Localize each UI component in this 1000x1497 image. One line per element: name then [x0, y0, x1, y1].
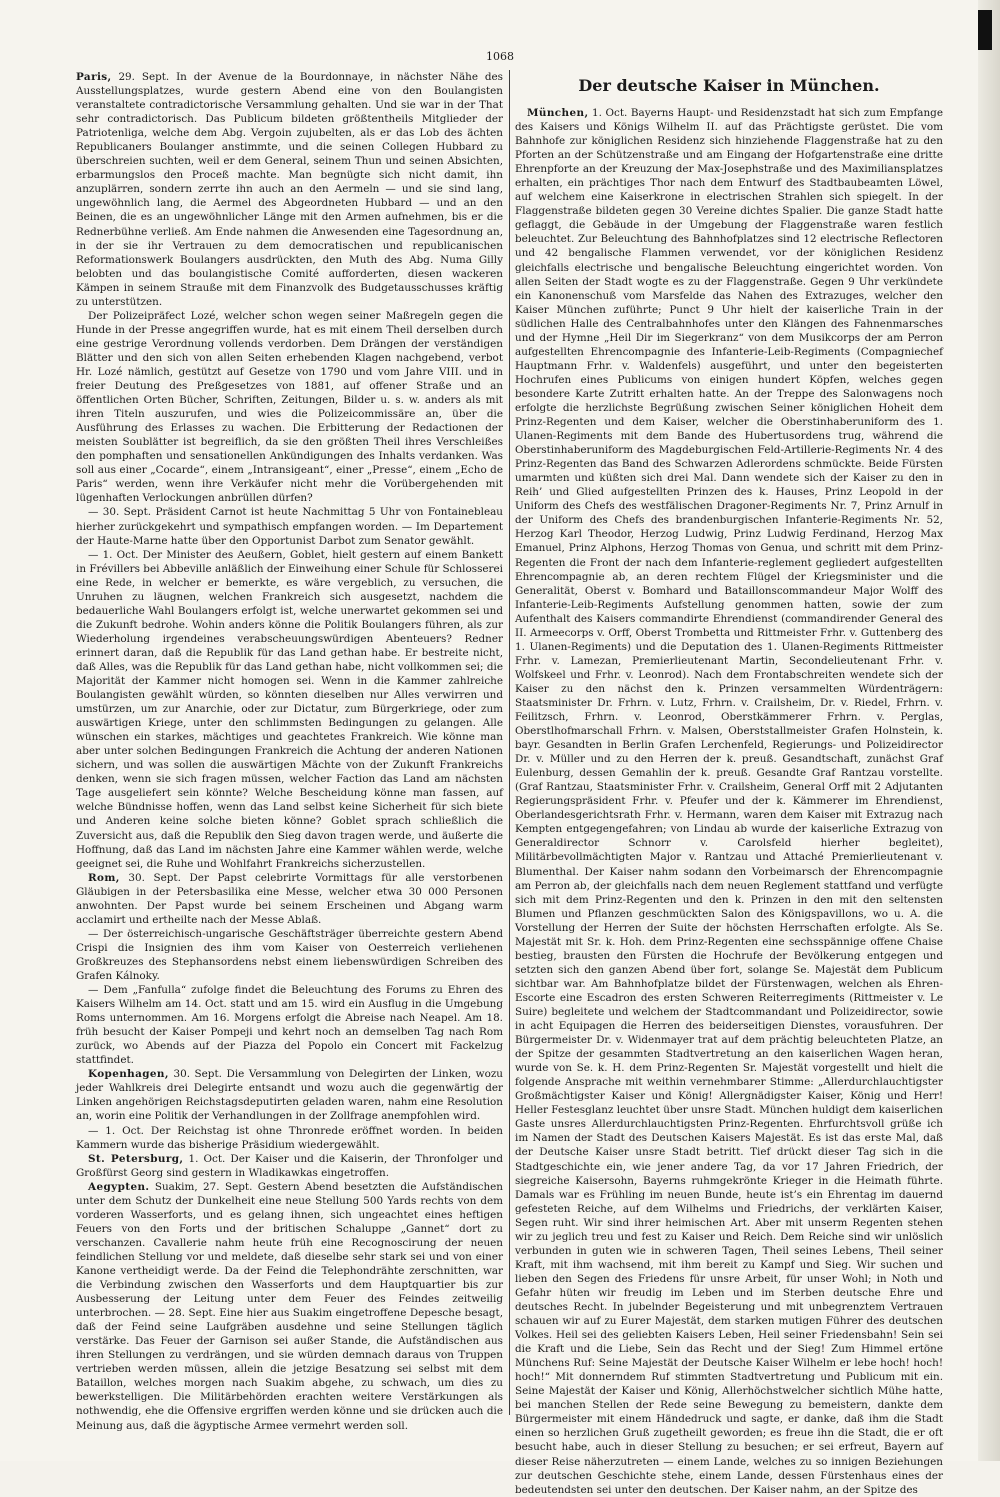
article-paragraph [76, 871, 503, 927]
article-paragraph [76, 983, 503, 1067]
article-paragraph [76, 1180, 503, 1433]
dateline-place: Aegypten. [88, 1180, 150, 1193]
paragraph-text: 30. Sept. Der Papst celebrirte Vormittags für alle verstorbenen Gläubigen in der Petersbasilika eine Messe, welcher etwa 30 000 Personen anwohnten. Der Papst wurde bei seinem Erscheinen und Abgang warm acclamirt und ertheilte nach der Messe Ablaß. [76, 871, 503, 926]
article-paragraph [76, 1124, 503, 1152]
paragraph-text: 29. Sept. In der Avenue de la Bourdonnaye, in nächster Nähe des Ausstellungsplatzes, wurde gestern Abend eine von den Boulangisten veranstaltete contradictorische Versammlung gehalten. Und sie war in der That sehr contradictorisch. Das Publicum bildeten größtentheils Mitglieder der Patriotenliga, welche dem Abg. Vergoin zujubelten, als er das Lob des ächten Republicaners Boulanger anstimmte, und die seinen Collegen Hubbard zu überschreien suchten, weil er dem General, seinem Thun und seinen Absichten, erbarmungslos den Proceß machte. Man begnügte sich nicht damit, ihn anzuplärren, sondern zerrte ihn auch an den Aermeln — und sie sind lang, ungewöhnlich lang, die Aermel des Abgeordneten Hubbard — und an den Beinen, die es an ungewöhnlicher Länge mit den Armen aufnehmen, bis er die Rednerbühne verließ. Am Ende nahmen die Anwesenden eine Tagesordnung an, in der sie ihr Vertrauen zu dem democratischen und republicanischen Reformationswerk Boulangers ausdrückten, den Muth des Abg. Numa Gilly belobten und das boulangistische Comité aufforderten, diesen wackeren Kämpen in seinem Strauße mit dem Finanzvolk des Budgetausschusses kräftig zu unterstützen. [76, 71, 503, 308]
article-paragraph [76, 548, 503, 871]
article-paragraph [76, 927, 503, 983]
paragraph-text: 30. Sept. Die Versammlung von Delegirten der Linken, wozu jeder Wahlkreis drei Delegirte entsandt und wozu auch die gegenwärtig der Linken angehörigen Reichstagsdeputirten geladen waren, nahm eine Resolution an, worin eine Politik der Verhandlungen in der Zollfrage anempfohlen wird. [76, 1068, 503, 1123]
left-column [76, 70, 504, 1432]
dateline-place: Kopenhagen, [88, 1068, 169, 1081]
paragraph-text: 1. Oct. Bayerns Haupt- und Residenzstadt hat sich zum Empfange des Kaisers und Königs Wilhelm II. auf das Prächtigste gerüstet. Die vom Bahnhofe zur königlichen Residenz sich hinziehende Flaggenstraße hat zu den Pforten an der Schützenstraße und am Eingang der Hofgartenstraße eine dritte Ehrenpforte an der Kreuzung der Max-Josephstraße und des Maximiliansplatzes erhalten, ein prächtiges Thor nach dem Entwurf des Stadtbaubeamten Löwel, auf welchem eine Kaiserkrone in electrischen Strahlen sich spiegelt. In der Flaggenstraße bildeten gegen 30 Vereine dichtes Spalier. Die ganze Stadt hatte geflaggt, die Gebäude in der Umgebung der Flaggenstraße waren festlich beleuchtet. Zur Beleuchtung des Bahnhofplatzes sind 12 electrische Reflectoren und 42 bengalische Flammen verwendet, vor der königlichen Residenz gleichfalls electrische und bengalische Beleuchtung eingerichtet worden. Von allen Seiten der Stadt wogte es zu der Flaggenstraße. Gegen 9 Uhr verkündete ein Kanonenschuß vom Marsfelde das Nahen des Extrazuges, welcher den Kaiser München zuführte; Punct 9 Uhr hielt der kaiserliche Train in der südlichen Halle des Centralbahnhofes unter den Klängen des Fahnenmarsches und der Hymne „Heil Dir im Siegerkranz“ von dem Musikcorps der am Perron aufgestellten Ehrencompagnie des Infanterie-Leib-Regiments (Compagniechef Hauptmann Frhr. v. Waldenfels) ausgeführt, und unter den begeisterten Hochrufen eines Publicums von einigen hundert Köpfen, welches gegen besondere Karte Zutritt erhalten hatte. An der Treppe des Salonwagens noch erfolgte die herzlichste Begrüßung zwischen Seiner königlichen Hoheit dem Prinz-Regenten und dem Kaiser, welcher die Oberstinhaberuniform des 1. Ulanen-Regiments mit dem Bande des Hubertusordens trug, während die Oberstinhaberuniform des Magdeburgischen Feld-Artillerie-Regiments Nr. 4 des Prinz-Regenten das Band des Schwarzen Adlerordens schmückte. Beide Fürsten umarmten und küßten sich drei Mal. Dann wendete sich der Kaiser zu den in Reih’ und Glied aufgestellten Prinzen des k. Hauses, Prinz Leopold in der Uniform des Chefs des westfälischen Dragoner-Regiments Nr. 7, Prinz Arnulf in der Uniform des Chefs des brandenburgischen Infanterie-Regiments Nr. 52, Herzog Karl Theodor, Herzog Ludwig, Prinz Ludwig Ferdinand, Herzog Max Emanuel, Prinz Alphons, Herzog Thomas von Genua, und schritt mit dem Prinz-Regenten die Front der nach dem Infanterie-reglement gegliedert aufgestellten Ehrencompagnie ab, an deren rechtem Flügel der Kriegsminister und die Generalität, Oberst v. Bomhard und Bataillonscommandeur Major Wolff des Infanterie-Leib-Regiments Aufstellung genommen hatten, sowie der zum Aufenthalt des Kaisers commandirte Ehrendienst (commandirender General des II. Armeecorps v. Orff, Oberst Trombetta und Rittmeister Frhr. v. Guttenberg des 1. Ulanen-Regiments) und die Deputation des 1. Ulanen-Regiments Rittmeister Frhr. v. Lamezan, Premierlieutenant Martin, Secondelieutenant Frhr. v. Wolfskeel und Frhr. v. Leonrod). Nach dem Frontabschreiten wendete sich der Kaiser zu den nächst den k. Prinzen versammelten Würdenträgern: Staatsminister Dr. Frhrn. v. Lutz, Frhrn. v. Crailsheim, Dr. v. Riedel, Frhrn. v. Feilitzsch, Frhrn. v. Leonrod, Oberstkämmerer Frhrn. v. Perglas, Oberstlhofmarschall Frhrn. v. Malsen, Oberststallmeister Grafen Holnstein, k. bayr. Gesandten in Berlin Grafen Lerchenfeld, Regierungs- und Polizeidirector Dr. v. Müller und zu den Herren der k. preuß. Gesandtschaft, zunächst Graf Eulenburg, dessen Gemahlin der k. preuß. Gesandte Graf Rantzau vorstellte. (Graf Rantzau, Staatsminister Frhr. v. Crailsheim, General Orff mit 2 Adjutanten Regierungspräsident Frhr. v. Pfeufer und der k. Kämmerer im Ehrendienst, Oberlandesgerichtsrath Frhr. v. Hermann, waren dem Kaiser mit Extrazug nach Kempten entgegengefahren; von Lindau ab wurde der kaiserliche Extrazug von Generaldirector Schnorr v. Carolsfeld hierher begleitet), Militärbevollmächtigten Major v. Rantzau und Attaché Premierlieutenant v. Blumenthal. Der Kaiser nahm sodann den Vorbeimarsch der Ehrencompagnie am Perron ab, der gleichfalls nach dem neuen Reglement stattfand und verfügte sich mit dem Prinz-Regenten und den k. Prinzen in den mit den seltensten Blumen und Pflanzen geschmückten Salon des Königspavillons, wo u. A. die Vorstellung der Herren der Suite der höchsten Herrschaften erfolgte. Als Se. Majestät mit Sr. k. Hoh. dem Prinz-Regenten eine sechsspännige offene Chaise bestieg, brausten den Fürsten die Hochrufe der Bevölkerung entgegen und setzten sich den ganzen Abend über fort, solange Se. Majestät dem Publicum sichtbar war. Am Bahnhofplatze bildet der Fürstenwagen, welchen als Ehren-Escorte eine Escadron des ersten Schweren Reiterregiments (Rittmeister v. Le Suire) begleitete und welchem der Stadtcommandant und Polizeidirector, sowie in acht Equipagen die Herren des beiderseitigen Dienstes, vorausfuhren. Der Bürgermeister Dr. v. Widenmayer trat auf dem prächtig beleuchteten Platze, an der Spitze der gesammten Stadtvertretung an den kaiserlichen Wagen heran, wurde von Se. k. H. dem Prinz-Regenten Sr. Majestät vorgestellt und hielt die folgende Ansprache mit weithin vernehmbarer Stimme: „Allerdurchlauchtigster Großmächtigster Kaiser und König! Allergnädigster Kaiser, König und Herr! Heller Festesglanz leuchtet über unsre Stadt. München huldigt dem kaiserlichen Gaste unsres Allerdurchlauchtigsten Prinz-Regenten. Ehrfurchtsvoll grüße ich im Namen der Stadt des Deutschen Kaisers Majestät. Es ist das erste Mal, daß der Deutsche Kaiser unsre Stadt betritt. Tief drückt dieser Tag sich in die Stadtgeschichte ein, wie jener andere Tag, da vor 17 Jahren Friedrich, der siegreiche Kaisersohn, Bayerns ruhmgekrönte Krieger in die Heimath führte. Damals war es Frühling im neuen Bunde, heute ist’s ein Ehrentag im dauernd gefesteten Reiche, auf dem Wilhelms und Friedrichs, der verklärten Kaiser, Segen ruht. Wir sind ihrer heimischen Art. Aber mit unserm Regenten stehen wir zu jeglich treu und fest zu Kaiser und Reich. Dem Reiche sind wir unlöslich verbunden in guten wie in schweren Tagen, Theil seines Lebens, Theil seiner Kraft, mit ihm wachsend, mit ihm bereit zu Kampf und Sieg. Wir suchen und lieben den Segen des Friedens für unsre Arbeit, für unser Wohl; in Noth und Gefahr hüten wir freudig im Leben und im Sterben deutsche Ehre und deutsches Recht. In jubelnder Begeisterung und mit unbegrenztem Vertrauen schauen wir auf zu Eurer Majestät, dem starken mutigen Führer des deutschen Volkes. Heil sei des geliebten Kaisers Leben, Heil seiner Friedensbahn! Sein sei die Kraft und die Liebe, Sein das Recht und der Sieg! Zum Himmel ertöne Münchens Ruf: Seine Majestät der Deutsche Kaiser Wilhelm er lebe hoch! hoch! hoch!“ Mit donnerndem Ruf stimmten Stadtvertretung und Publicum mit ein. Seine Majestät der Kaiser und König, Allerhöchstwelcher sichtlich Mühe hatte, bei manchen Stellen der Rede seine Bewegung zu bemeistern, dankte dem Bürgermeister mit einem Händedruck und sagte, er danke, daß ihm die Stadt einen so herzlichen Gruß zugetheilt geworden; es freue ihn die Stadt, die er oft besucht habe, auch in dieser Stellung zu besuchen; er sei erfreut, Bayern auf dieser Reise näherzutreten — einem Lande, welches zu so innigen Beziehungen zur deutschen Geschichte stehe, einem Lande, dessen Fürstenhaus eines der bedeutendsten sei unter den deutschen. Der Kaiser nahm, an der Spitze des [515, 107, 943, 1496]
paragraph-text: — 1. Oct. Der Reichstag ist ohne Thronrede eröffnet worden. In beiden Kammern wurde das bisherige Präsidium wiedergewählt. [76, 1124, 503, 1151]
article-paragraph [76, 1152, 503, 1180]
article-paragraph [76, 70, 503, 309]
article-paragraph [76, 1067, 503, 1123]
dateline-place: Paris, [76, 71, 112, 83]
page-edge [978, 0, 1000, 1461]
paragraph-text: 1. Oct. Der Kaiser und die Kaiserin, der Thronfolger und Großfürst Georg sind gestern in Wladikawkas eingetroffen. [76, 1152, 503, 1179]
right-column [515, 70, 943, 1496]
article-paragraph [76, 505, 503, 547]
paragraph-text: Der Polizeipräfect Lozé, welcher schon wegen seiner Maßregeln gegen die Hunde in der Presse angegriffen wurde, hat es mit einem Theil derselben durch eine gestrige Verordnung vollends verdorben. Dem Drängen der verständigen Blätter und den sich von allen Seiten erhebenden Klagen nachgebend, verbot Hr. Lozé nämlich, gestützt auf Gesetze von 1790 und vom Jahre VIII. und in freier Deutung des Preßgesetzes von 1881, auf offener Straße und an öffentlichen Orten Bücher, Schriften, Zeitungen, Bilder u. s. w. anders als mit ihren Titeln auszurufen, und wies die Polizeicommissäre an, über die Ausführung des Erlasses zu wachen. Die Erbitterung der Redactionen der meisten Soublätter ist begreiflich, da sie den größten Theil ihres Verschleißes den pomphaften und sensationellen Ankündigungen des Inhalts verdanken. Was soll aus einer „Cocarde“, einem „Intransigeant“, einer „Presse“, einem „Echo de Paris“ werden, wenn ihre Verkäufer nicht mehr die Vorübergehenden mit lügenhaften Verlockungen anbrüllen dürfen? [76, 309, 503, 505]
scan-corner-mark [978, 10, 992, 50]
paragraph-text: — 30. Sept. Präsident Carnot ist heute Nachmittag 5 Uhr von Fontainebleau hierher zurückgekehrt und sympathisch empfangen worden. — Im Departement der Haute-Marne hatte über den Opportunist Darbot zum Senator gewählt. [76, 506, 503, 547]
article-heading: Der deutsche Kaiser in München. [578, 76, 880, 95]
column-divider [509, 70, 510, 1415]
dateline-place: Rom, [88, 871, 120, 884]
dateline-place: St. Petersburg, [88, 1152, 184, 1165]
page-number: 1068 [486, 50, 514, 63]
paragraph-text: — Dem „Fanfulla“ zufolge findet die Beleuchtung des Forums zu Ehren des Kaisers Wilhelm am 14. Oct. statt und am 15. wird ein Ausflug in die Umgebung Roms unternommen. Am 16. Morgens erfolgt die Abreise nach Neapel. Am 18. früh besucht der Kaiser Pompeji und kehrt noch an demselben Tag nach Rom zurück, wo Abends auf der Piazza del Popolo ein Concert mit Fackelzug stattfindet. [76, 984, 503, 1067]
dateline-place: München, [527, 107, 589, 119]
paragraph-text: — Der österreichisch-ungarische Geschäftsträger überreichte gestern Abend Crispi die Insignien des ihm vom Kaiser von Oesterreich verliehenen Großkreuzes des Stephansordens nebst einem liebenswürdigen Schreiben des Grafen Kálnoky. [76, 927, 503, 982]
paragraph-text: — 1. Oct. Der Minister des Aeußern, Goblet, hielt gestern auf einem Bankett in Frévillers bei Abbeville anläßlich der Einweihung einer Schule für Schlosserei eine Rede, in welcher er bemerkte, es wäre vergeblich, zu versuchen, die Unruhen zu läugnen, welchen Frankreich sich ausgesetzt, nachdem die bedauerliche Wahl Boulangers erfolgt ist, welche unerwartet gekommen sei und die Zukunft bedrohe. Wohin anders könne die Politik Boulangers führen, als zur Wiederholung irgendeines verabscheuungswürdigen Abenteuers? Redner erinnert daran, daß die Republik für das Land gethan habe. Er bestreite nicht, daß Alles, was die Republik für das Land gethan habe, nicht vollkommen sei; die Majorität der Kammer nicht homogen sei. Wenn in die Kammer zahlreiche Boulangisten gewählt würden, so könnten dieselben nur Alles verwirren und umstürzen, um zur Anarchie, oder zur Dictatur, zum Bürgerkriege, oder zum auswärtigen Kriege, unter den schlimmsten Bedingungen zu gelangen. Alle wünschen ein starkes, mächtiges und geachtetes Frankreich. Wie könne man aber unter solchen Bedingungen Frankreich die Achtung der anderen Nationen sichern, und was sollen die auswärtigen Mächte von der Zukunft Frankreichs denken, wenn sie sich fragen müssen, welcher Faction das Land am nächsten Tage ausgeliefert sein könnte? Welche Bescheidung könne man fassen, auf welche Bündnisse hoffen, wenn das Land selbst keine Sicherheit für sich biete und Anderen keine solche bieten könne? Goblet sprach schließlich die Zuversicht aus, daß die Republik den Sieg davon tragen werde, und äußerte die Hoffnung, daß das Land im nächsten Jahre eine Kammer wählen werde, welche geeignet sei, die Ruhe und Wohlfahrt Frankreichs sicherzustellen. [76, 548, 503, 870]
article-paragraph [515, 106, 943, 1497]
paragraph-text: Suakim, 27. Sept. Gestern Abend besetzten die Aufständischen unter dem Schutz der Dunkelheit eine neue Stellung 500 Yards rechts von dem vorderen Wasserforts, und es gelang ihnen, sich ungeachtet eines heftigen Feuers von den Forts und der britischen Schaluppe „Gannet“ dort zu verschanzen. Cavallerie nahm heute früh eine Recognoscirung der neuen feindlichen Stellung vor und meldete, daß dieselbe sehr stark sei und von einer Kanone vertheidigt werde. Da der Feind die Telephondrähte zerschnitten, war die Verbindung zwischen den Wasserforts und dem Hauptquartier bis zur Ausbesserung der Leitung unter dem Feuer des Feindes zeitweilig unterbrochen. — 28. Sept. Eine hier aus Suakim eingetroffene Depesche besagt, daß der Feind seine Laufgräben ausdehne und seine Stellungen täglich verstärke. Das Feuer der Garnison sei außer Stande, die Aufständischen aus ihren Stellungen zu verdrängen, und sie würden demnach daraus von Truppen vertrieben werden müssen, allein die jetzige Besatzung sei selbst mit dem Bataillon, welches morgen nach Suakim abgehe, zu schwach, um dies zu bewerkstelligen. Die Militärbehörden erachten weitere Verstärkungen als nothwendig, ehe die Offensive ergriffen werden könne und sie drücken auch die Meinung aus, daß die ägyptische Armee vermehrt werden soll. [76, 1180, 504, 1432]
article-paragraph [76, 309, 503, 506]
